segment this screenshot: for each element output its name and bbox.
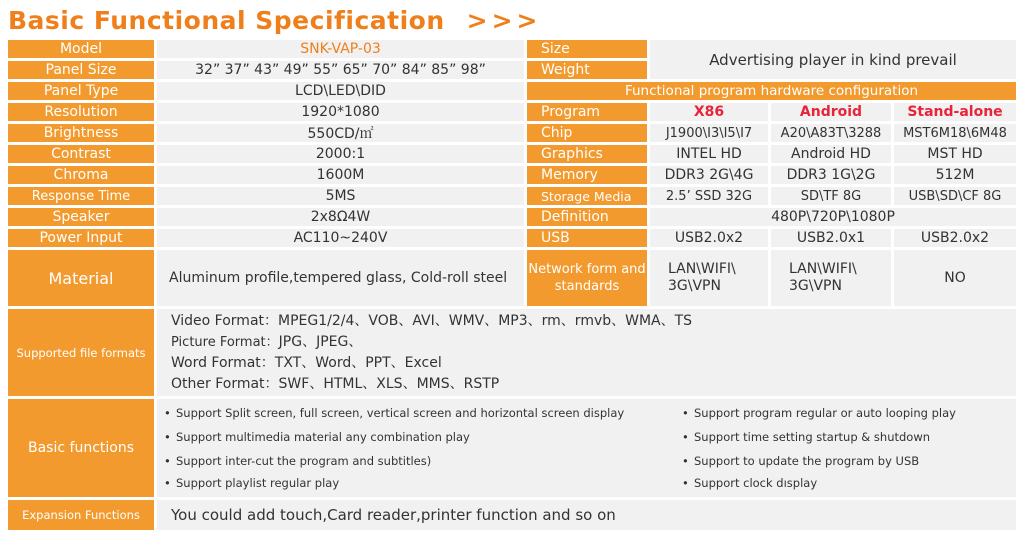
- label-network: Network form and standards: [527, 250, 647, 306]
- basic-function-item: [164, 454, 431, 468]
- basic-function-text: Support Split screen, full screen, vertical screen and horizontal screen display: [176, 406, 625, 420]
- bullet: •: [682, 430, 689, 444]
- value-brightness: 550CD/㎡: [157, 124, 524, 142]
- value-definition: 480P\720P\1080P: [650, 208, 1016, 226]
- video-format-value: MPEG1/2/4、VOB、AVI、WMV、MP3、rm、rmvb、WMA、TS: [278, 313, 693, 329]
- value-panel-size: 32” 37” 43” 49” 55” 65” 70” 84” 85” 98”: [157, 61, 524, 79]
- label-panel-size: Panel Size: [8, 61, 154, 79]
- label-expansion-functions: Expansion Functions: [8, 500, 154, 530]
- bullet: •: [164, 476, 171, 490]
- video-format-label: Video Format：: [171, 313, 279, 329]
- label-contrast: Contrast: [8, 145, 154, 163]
- bullet: •: [682, 406, 689, 420]
- basic-function-text: Support to update the program by USB: [694, 454, 920, 468]
- title-text: Basic Functional Specification: [8, 6, 445, 35]
- bullet: •: [682, 476, 689, 490]
- bullet: •: [164, 454, 171, 468]
- network-stand-alone: NO: [894, 250, 1016, 306]
- value-expansion-functions: You could add touch,Card reader,printer function and so on: [157, 500, 1016, 530]
- other-format-line: [171, 374, 499, 395]
- value-contrast: 2000:1: [157, 145, 524, 163]
- value-size-weight: Advertising player in kind prevail: [650, 40, 1016, 79]
- value-chroma: 1600M: [157, 166, 524, 184]
- basic-function-item: [682, 476, 817, 490]
- label-usb: USB: [527, 229, 647, 247]
- word-format-value: TXT、Word、PPT、Excel: [274, 355, 442, 371]
- usb-x86: USB2.0x2: [650, 229, 768, 247]
- memory-stand-alone: 512M: [894, 166, 1016, 184]
- program-stand-alone: Stand-alone: [894, 103, 1016, 121]
- basic-function-text: Support multimedia material any combination play: [176, 430, 470, 444]
- label-chroma: Chroma: [8, 166, 154, 184]
- graphics-stand-alone: MST HD: [894, 145, 1016, 163]
- label-material: Material: [8, 250, 154, 306]
- basic-function-item: [682, 454, 919, 468]
- value-resolution: 1920*1080: [157, 103, 524, 121]
- label-file-formats: Supported file formats: [8, 309, 154, 396]
- value-panel-type: LCD\LED\DID: [157, 82, 524, 100]
- basic-function-text: Support program regular or auto looping play: [694, 406, 956, 420]
- word-format-label: Word Format：: [171, 355, 275, 371]
- value-power-input: AC110~240V: [157, 229, 524, 247]
- label-program: Program: [527, 103, 647, 121]
- label-definition: Definition: [527, 208, 647, 226]
- label-memory: Memory: [527, 166, 647, 184]
- label-response-time: Response Time: [8, 187, 154, 205]
- bullet: •: [164, 430, 171, 444]
- label-brightness: Brightness: [8, 124, 154, 142]
- chip-x86: J1900\I3\I5\I7: [650, 124, 768, 142]
- bullet: •: [164, 406, 171, 420]
- title-arrows: >>>: [466, 6, 542, 35]
- file-formats-block: [157, 309, 1016, 396]
- memory-x86: DDR3 2G\4G: [650, 166, 768, 184]
- graphics-android: Android HD: [771, 145, 891, 163]
- label-size: Size: [527, 40, 647, 58]
- usb-stand-alone: USB2.0x2: [894, 229, 1016, 247]
- basic-function-item: [682, 430, 930, 444]
- picture-format-value: JPG、JPEG、: [278, 333, 363, 350]
- network-x86: LAN\WIFI\ 3G\VPN: [650, 250, 768, 306]
- program-android: Android: [771, 103, 891, 121]
- label-weight: Weight: [527, 61, 647, 79]
- basic-function-item: [164, 406, 624, 420]
- basic-function-text: Support clock dısplay: [694, 476, 818, 490]
- other-format-label: Other Format：: [171, 375, 279, 392]
- value-speaker: 2x8Ω4W: [157, 208, 524, 226]
- video-format-line: [171, 311, 692, 332]
- label-model: Model: [8, 40, 154, 58]
- graphics-x86: INTEL HD: [650, 145, 768, 163]
- label-basic-functions: Basic functions: [8, 399, 154, 497]
- chip-android: A20\A83T\3288: [771, 124, 891, 142]
- basic-function-text: Support playlist regular play: [176, 476, 340, 490]
- basic-function-text: Support inter-cut the program and subtitles): [176, 454, 432, 468]
- page-title: [8, 4, 542, 38]
- label-resolution: Resolution: [8, 103, 154, 121]
- storage-x86: 2.5’ SSD 32G: [650, 187, 768, 205]
- storage-android: SD\TF 8G: [771, 187, 891, 205]
- value-model: SNK-VAP-03: [157, 40, 524, 58]
- basic-function-item: [682, 406, 956, 420]
- label-graphics: Graphics: [527, 145, 647, 163]
- other-format-value: SWF、HTML、XLS、MMS、RSTP: [278, 375, 500, 392]
- basic-function-item: [164, 476, 339, 490]
- hw-config-header: Functional program hardware configuration: [527, 82, 1016, 100]
- program-x86: X86: [650, 103, 768, 121]
- bullet: •: [682, 454, 689, 468]
- storage-stand-alone: USB\SD\CF 8G: [894, 187, 1016, 205]
- network-android: LAN\WIFI\ 3G\VPN: [771, 250, 891, 306]
- picture-format-label: Picture Format：: [171, 334, 279, 350]
- label-panel-type: Panel Type: [8, 82, 154, 100]
- label-chip: Chip: [527, 124, 647, 142]
- label-speaker: Speaker: [8, 208, 154, 226]
- picture-format-line: [171, 332, 362, 354]
- value-response-time: 5MS: [157, 187, 524, 205]
- basic-function-text: Support time setting startup & shutdown: [694, 430, 931, 444]
- basic-function-item: [164, 430, 470, 444]
- value-material: Aluminum profile,tempered glass, Cold-roll steel: [157, 250, 524, 306]
- label-power-input: Power Input: [8, 229, 154, 247]
- chip-stand-alone: MST6M18\6M48: [894, 124, 1016, 142]
- usb-android: USB2.0x1: [771, 229, 891, 247]
- memory-android: DDR3 1G\2G: [771, 166, 891, 184]
- label-storage-media: Storage Media: [527, 187, 647, 205]
- word-format-line: [171, 353, 442, 374]
